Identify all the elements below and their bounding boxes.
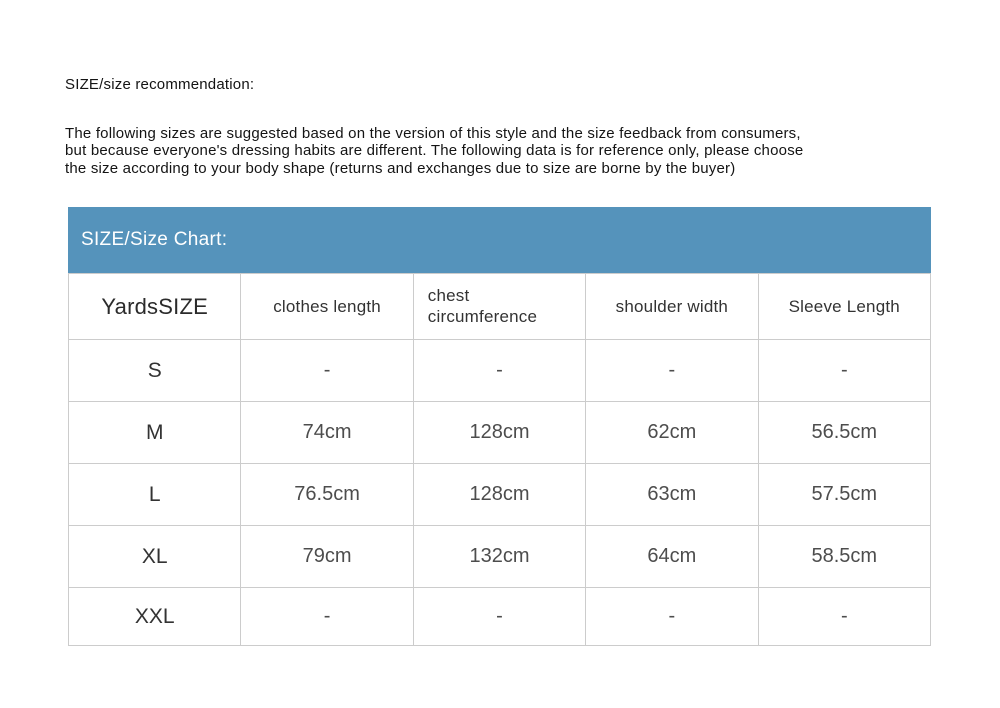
table-row-xl (69, 526, 931, 588)
shoulder-width-cell: 64cm (586, 526, 758, 588)
sleeve-length-cell: 57.5cm (758, 464, 930, 526)
sleeve-length-cell: - (758, 340, 930, 402)
clothes-length-cell: - (241, 588, 413, 646)
size-label-cell: S (69, 340, 241, 402)
clothes-length-cell: 79cm (241, 526, 413, 588)
chest-circumference-cell: 128cm (413, 464, 585, 526)
size-label-cell: XL (69, 526, 241, 588)
clothes-length-cell: - (241, 340, 413, 402)
clothes-length-cell: 76.5cm (241, 464, 413, 526)
size-label-cell: M (69, 402, 241, 464)
size-recommendation-title: SIZE/size recommendation: (65, 76, 255, 93)
table-header-row (69, 274, 931, 340)
column-header-sleeve-length: Sleeve Length (758, 274, 930, 340)
table-row-xxl (69, 588, 931, 646)
chest-circumference-cell: 132cm (413, 526, 585, 588)
column-header-shoulder-width: shoulder width (586, 274, 758, 340)
size-recommendation-text (65, 125, 803, 177)
table-row-s (69, 340, 931, 402)
size-chart-banner (68, 207, 931, 273)
sleeve-length-cell: 58.5cm (758, 526, 930, 588)
column-header-yards-size: YardsSIZE (69, 274, 241, 340)
recommendation-line-2: but because everyone's dressing habits are different. The following data is for reference only, please choose (65, 142, 804, 160)
size-label-cell: L (69, 464, 241, 526)
table-row-m (69, 402, 931, 464)
size-label-cell: XXL (69, 588, 241, 646)
shoulder-width-cell: 63cm (586, 464, 758, 526)
recommendation-line-3: the size according to your body shape (returns and exchanges due to size are borne by the buyer) (65, 159, 736, 177)
clothes-length-cell: 74cm (241, 402, 413, 464)
sleeve-length-cell: - (758, 588, 930, 646)
column-header-chest-circumference: chest circumference (413, 274, 585, 340)
size-chart-banner-title: SIZE/Size Chart: (81, 229, 228, 250)
table-row-l (69, 464, 931, 526)
shoulder-width-cell: 62cm (586, 402, 758, 464)
shoulder-width-cell: - (586, 588, 758, 646)
shoulder-width-cell: - (586, 340, 758, 402)
recommendation-line-1: The following sizes are suggested based on the version of this style and the size feedback from consumers, (65, 125, 801, 142)
size-chart-table (68, 273, 931, 646)
chest-circumference-cell: 128cm (413, 402, 585, 464)
chest-circumference-cell: - (413, 340, 585, 402)
chest-circumference-cell: - (413, 588, 585, 646)
column-header-clothes-length: clothes length (241, 274, 413, 340)
sleeve-length-cell: 56.5cm (758, 402, 930, 464)
